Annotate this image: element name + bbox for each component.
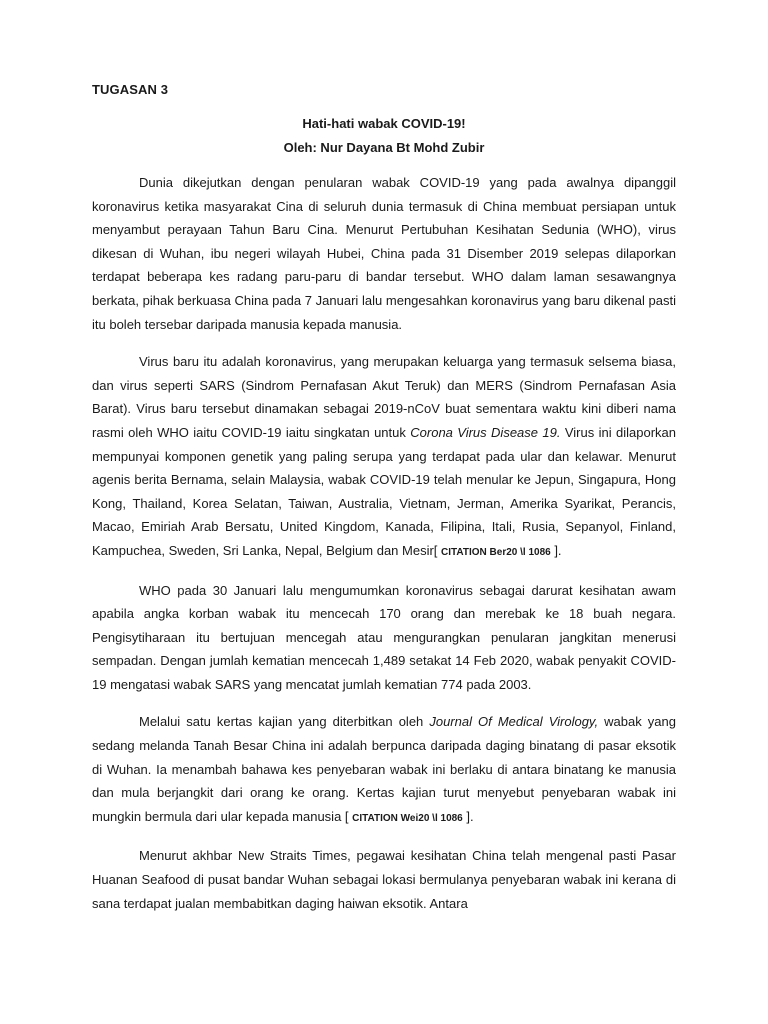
citation-bracket-open: [ bbox=[344, 808, 353, 824]
paragraph-2-italic-term: Corona Virus Disease 19. bbox=[410, 424, 561, 440]
paragraph-2-text-a: Virus baru itu adalah koronavirus, yang merupakan keluarga yang termasuk selsema biasa, dan virus seperti SARS (Sindrom Pernafasan Akut Teruk) dan MERS (Sindrom Pernafasan Asia Barat). Virus baru tersebut dinamakan sebagai 2019-nCoV buat sementara waktu kini diberi nama rasmi oleh WHO iaitu COVID-19 iaitu singkatan untuk bbox=[92, 354, 676, 440]
paragraph-2-text-b: Virus ini dilaporkan mempunyai komponen genetik yang paling serupa yang terdapat pada ular dan kelawar. Menurut agenis berita Bernama, selain Malaysia, wabak COVID-19 telah menular ke Jepun, Singapura, Hong Kong, Thailand, Korea Selatan, Taiwan, Australia, Vietnam, Jerman, Amerika Syarikat, Perancis, Macao, Emiriah Arab Bersatu, United Kingdom, Kanada, Filipina, Itali, Rusia, Sepanyol, Finland, Kampuchea, Sweden, Sri Lanka, Nepal, Belgium dan Mesir bbox=[92, 424, 676, 558]
paragraph-3: WHO pada 30 Januari lalu mengumumkan koronavirus sebagai darurat kesihatan awam apabila angka korban wabak itu mencecah 170 orang dan merebak ke 18 buah negara. Pengisytiharaan itu bertujuan mencegah atau mengurangkan penularan jangkitan menerusi sempadan. Dengan jumlah kematian mencecah 1,489 setakat 14 Feb 2020, wabak penyakit COVID-19 mengatasi wabak SARS yang mencatat jumlah kematian 774 pada 2003. bbox=[92, 582, 676, 692]
assignment-label: TUGASAN 3 bbox=[92, 82, 169, 97]
citation-bracket-close: ]. bbox=[462, 808, 474, 824]
paragraph-4 bbox=[92, 710, 676, 830]
citation-field-ber20[interactable]: CITATION Ber20 \l 1086 bbox=[441, 546, 551, 558]
document-page bbox=[92, 82, 676, 929]
paragraph-2 bbox=[92, 350, 676, 564]
paragraph-4-text-b: wabak yang sedang melanda Tanah Besar China ini adalah berpunca daripada daging binatang di pasar eksotik di Wuhan. Ia menambah bahawa kes penyebaran wabak ini berlaku di antara binatang ke manusia dan mula berjangkit dari orang ke orang. Kertas kajian turut menyebut penyebaran wabak ini mungkin bermula dari ular kepada manusia bbox=[92, 714, 676, 824]
citation-bracket-open: [ bbox=[433, 542, 442, 558]
document-title: Hati-hati wabak COVID-19! bbox=[302, 116, 466, 131]
citation-field-wei20[interactable]: CITATION Wei20 \l 1086 bbox=[352, 812, 463, 824]
paragraph-4-text-a: Melalui satu kertas kajian yang diterbitkan oleh bbox=[139, 714, 430, 730]
paragraph-4-journal-name: Journal Of Medical Virology, bbox=[429, 714, 599, 730]
paragraph-1: Dunia dikejutkan dengan penularan wabak COVID-19 yang pada awalnya dipanggil koronavirus ketika masyarakat Cina di seluruh dunia termasuk di China membuat persiapan untuk menyambut perayaan Tahun Baru Cina. Menurut Pertubuhan Kesihatan Sedunia (WHO), virus dikesan di Wuhan, ibu negeri wilayah Hubei, China pada 31 Disember 2019 selepas dilaporkan terdapat beberapa kes radang paru-paru di bandar tersebut. WHO dalam laman sesawangnya berkata, pihak berkuasa China pada 7 Januari lalu mengesahkan koronavirus yang baru dikenal pasti itu boleh tersebar daripada manusia kepada manusia. bbox=[92, 175, 676, 332]
paragraph-5: Menurut akhbar New Straits Times, pegawai kesihatan China telah mengenal pasti Pasar Huanan Seafood di pusat bandar Wuhan sebagai lokasi bermulanya penyebaran wabak ini kerana di sana terdapat jualan membabitkan daging haiwan eksotik. Antara bbox=[92, 848, 676, 911]
citation-bracket-close: ]. bbox=[550, 542, 562, 558]
document-author: Oleh: Nur Dayana Bt Mohd Zubir bbox=[283, 140, 485, 155]
